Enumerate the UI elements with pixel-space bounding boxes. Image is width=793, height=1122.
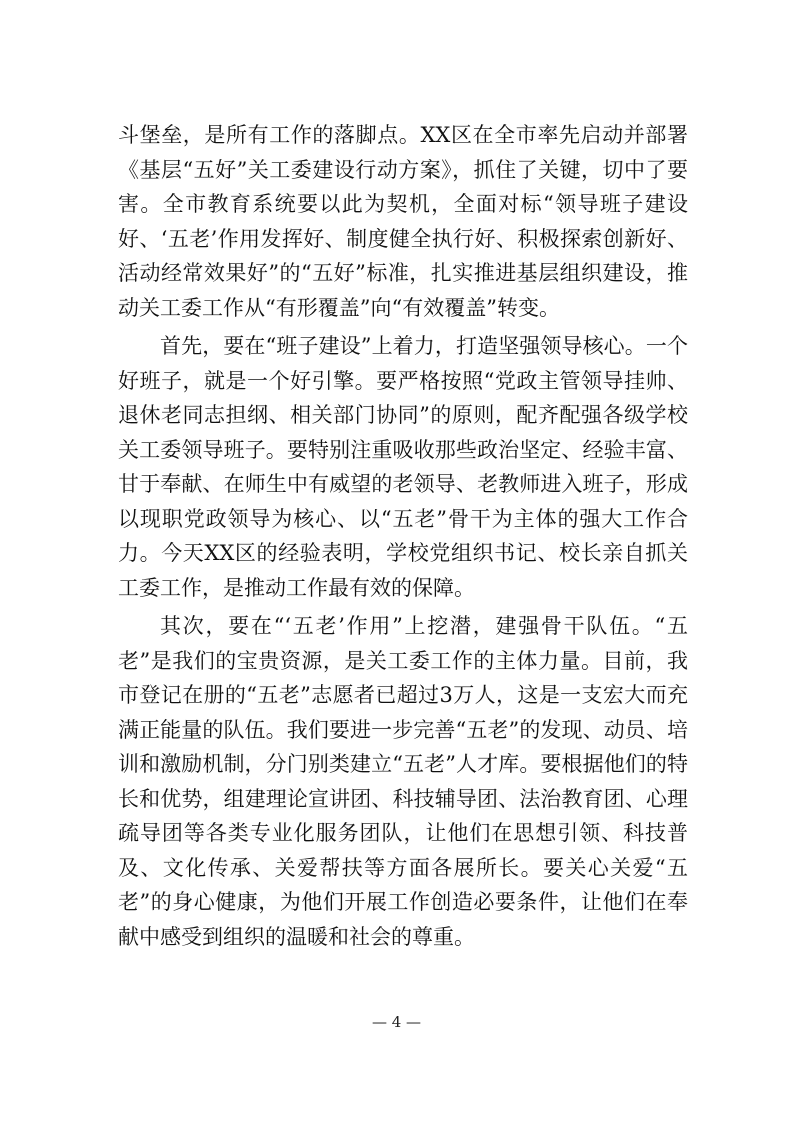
paragraph-leadership-team: 首先，要在“班子建设”上着力，打造坚强领导核心。一个好班子，就是一个好引擎。要严格按照“党政主管领导挂帅、退休老同志担纲、相关部门协同”的原则，配齐配强各级学校关工委领导班子。要特别注重吸收那些政治坚定、经验丰富、甘于奉献、在师生中有威望的老领导、老教师进入班子，形成以现职党政领导为核心、以“五老”骨干为主体的强大工作合力。今天XX区的经验表明，学校党组织书记、校长亲自抓关工委工作，是推动工作最有效的保障。	[118, 334, 688, 600]
body-text	[118, 118, 688, 958]
paragraph-continuation: 斗堡垒，是所有工作的落脚点。XX区在全市率先启动并部署《基层“五好”关工委建设行动方案》，抓住了关键，切中了要害。全市教育系统要以此为契机，全面对标“领导班子建设好、‘五老’作用发挥好、制度健全执行好、积极探索创新好、活动经常效果好”的“五好”标准，扎实推进基层组织建设，推动关工委工作从“有形覆盖”向“有效覆盖”转变。	[118, 123, 688, 320]
paragraph-five-elders: 其次，要在“‘五老’作用”上挖潜，建强骨干队伍。“五老”是我们的宝贵资源，是关工委工作的主体力量。目前，我市登记在册的“五老”志愿者已超过3万人，这是一支宏大而充满正能量的队伍。我们要进一步完善“五老”的发现、动员、培训和激励机制，分门别类建立“五老”人才库。要根据他们的特长和优势，组建理论宣讲团、科技辅导团、法治教育团、心理疏导团等各类专业化服务团队，让他们在思想引领、科技普及、文化传承、关爱帮扶等方面各展所长。要关心关爱“五老”的身心健康，为他们开展工作创造必要条件，让他们在奉献中感受到组织的温暖和社会的尊重。	[118, 614, 688, 949]
page-number: — 4 —	[371, 1013, 422, 1031]
